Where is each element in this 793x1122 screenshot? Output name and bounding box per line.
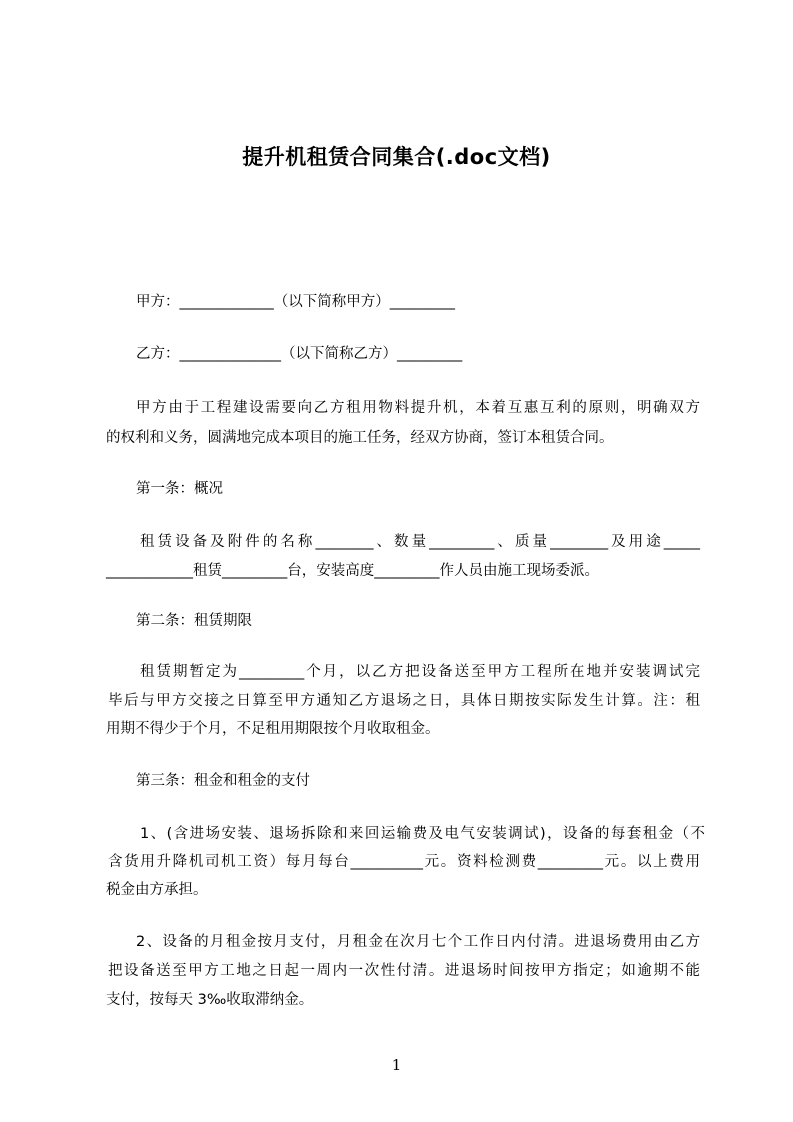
article-3-para-2-line-3: 支付，按每天 3‰收取滞纳金。 bbox=[106, 992, 314, 1008]
document-title: 提升机租赁合同集合(.doc文档) bbox=[242, 145, 551, 169]
article-3-para-1-line-3: 税金由方承担。 bbox=[106, 882, 208, 898]
article-3-para-1-line-2: 含货用升降机司机工资）每月每台__________元。资料检测费_________元。以上费用 bbox=[108, 854, 700, 870]
intro-line-1: 甲方由于工程建设需要向乙方租用物料提升机，本着互惠互利的原则，明确双方 bbox=[136, 400, 700, 416]
party-b-line: 乙方：______________（以下简称乙方）_________ bbox=[136, 346, 463, 362]
article-2-line-3: 用期不得少于个月，不足租用期限按个月收取租金。 bbox=[106, 721, 440, 737]
party-a-line: 甲方：_____________（以下简称甲方）_________ bbox=[136, 294, 455, 310]
article-2-line-2: 毕后与甲方交接之日算至甲方通知乙方退场之日，具体日期按实际发生计算。注：租 bbox=[108, 693, 700, 709]
article-3-heading: 第三条：租金和租金的支付 bbox=[136, 773, 310, 789]
article-1-heading: 第一条：概况 bbox=[136, 481, 223, 497]
article-3-para-2-line-1: 2、设备的月租金按月支付，月租金在次月七个工作日内付清。进退场费用由乙方 bbox=[136, 934, 700, 950]
article-3-para-1-line-1: 1、(含进场安装、退场拆除和来回运输费及电气安装调试)，设备的每套租金（不 bbox=[140, 826, 705, 842]
intro-line-2: 的权利和义务，圆满地完成本项目的施工任务，经双方协商，签订本租赁合同。 bbox=[106, 430, 614, 446]
article-2-heading: 第二条：租赁期限 bbox=[136, 613, 252, 629]
article-2-line-1: 租赁期暂定为_________个月，以乙方把设备送至甲方工程所在地并安装调试完 bbox=[140, 664, 700, 680]
article-3-para-2-line-2: 把设备送至甲方工地之日起一周内一次性付清。进退场时间按甲方指定；如逾期不能 bbox=[108, 963, 700, 979]
page-number: 1 bbox=[391, 1056, 402, 1074]
article-1-line-1: 租赁设备及附件的名称________、数量_________、质量________及用途_____ bbox=[140, 534, 700, 550]
article-1-line-2: ____________租赁_________台，安装高度_________作人员由施工现场委派。 bbox=[106, 563, 599, 579]
